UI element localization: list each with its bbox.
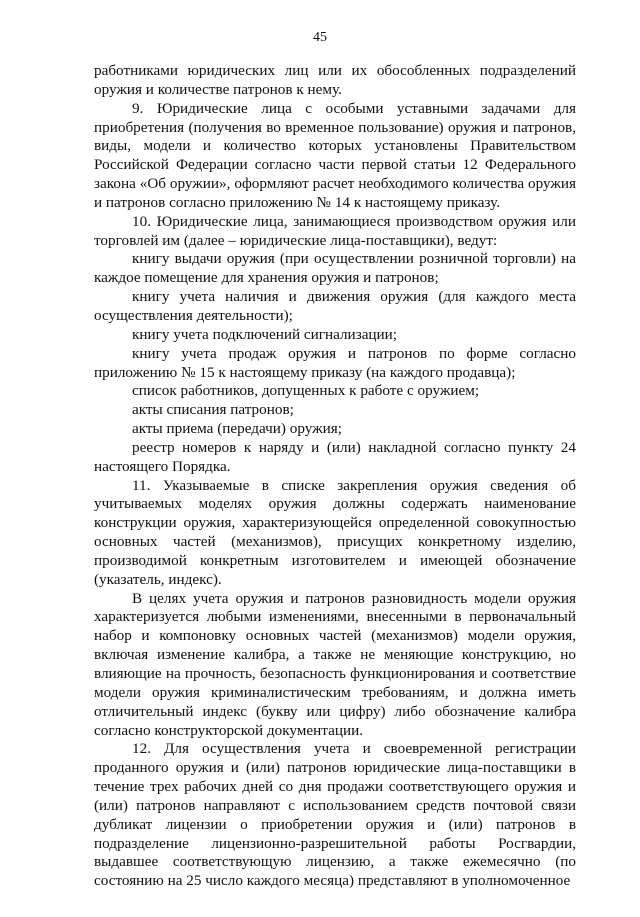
- page-number: 45: [313, 30, 327, 45]
- paragraph-9: акты списания патронов;: [132, 401, 294, 419]
- paragraph-6: книгу учета подключений сигнализации;: [132, 325, 398, 343]
- paragraph-4: книгу выдачи оружия (при осуществлении розничной торговли) на каждое помещение для хранения оружия и патронов;: [94, 250, 576, 287]
- paragraph-5: книгу учета наличия и движения оружия (для каждого места осуществления деятельности);: [94, 288, 576, 324]
- paragraph-10: акты приема (передачи) оружия;: [132, 420, 342, 438]
- paragraph-14: 12. Для осуществления учета и своевременной регистрации проданного оружия и (или) патронов юридические лица-поставщики в течение трех рабочих дней со дня продажи соответствующего оружия и (или) патронов направляют с использованием средств почтовой связи дубликат лицензии о приобретении оружия и (или) патронов в подразделение лицензионно-разрешительной работы Росгвардии, выдавшее соответствующую лицензию, а также ежемесячно (по состоянию на 25 число каждого месяца) представляют в уполномоченное: [94, 740, 576, 890]
- paragraph-2: 9. Юридические лица с особыми уставными задачами для приобретения (получения во временное пользование) оружия и патронов, виды, модели и количество которых установлены Правительством Российской Федерации согласно части первой статьи 12 Федерального закона «Об оружии», оформляют расчет необходимого количества оружия и патронов согласно приложению № 14 к настоящему приказу.: [94, 99, 576, 211]
- paragraph-12: 11. Указываемые в списке закрепления оружия сведения об учитываемых моделях оружия должны содержать наименование конструкции оружия, характеризующейся определенной совокупностью основных частей (механизмов), присущих конкретному изделию, производимой конкретным изготовителем и имеющей обозначение (указатель, индекс).: [94, 476, 576, 588]
- paragraph-8: список работников, допущенных к работе с оружием;: [132, 382, 480, 400]
- document-body: [94, 62, 576, 891]
- paragraph-1: работниками юридических лиц или их обособленных подразделений оружия и количестве патронов к нему.: [94, 62, 576, 98]
- paragraph-3: 10. Юридические лица, занимающиеся производством оружия или торговлей им (далее – юридические лица-поставщики), ведут:: [94, 212, 576, 249]
- paragraph-7: книгу учета продаж оружия и патронов по форме согласно приложению № 15 к настоящему приказу (на каждого продавца);: [94, 344, 576, 381]
- paragraph-13: В целях учета оружия и патронов разновидность модели оружия характеризуется любыми изменениями, внесенными в первоначальный набор и компоновку основных частей (механизмов) модели оружия, включая изменение калибра, а также не меняющие конструкцию, но влияющие на прочность, безопасность функционирования и соответствие модели оружия криминалистическим требованиям, и должна иметь отличительный индекс (букву или цифру) либо обозначение калибра согласно конструкторской документации.: [94, 589, 576, 739]
- paragraph-11: реестр номеров к наряду и (или) накладной согласно пункту 24 настоящего Порядка.: [94, 438, 576, 475]
